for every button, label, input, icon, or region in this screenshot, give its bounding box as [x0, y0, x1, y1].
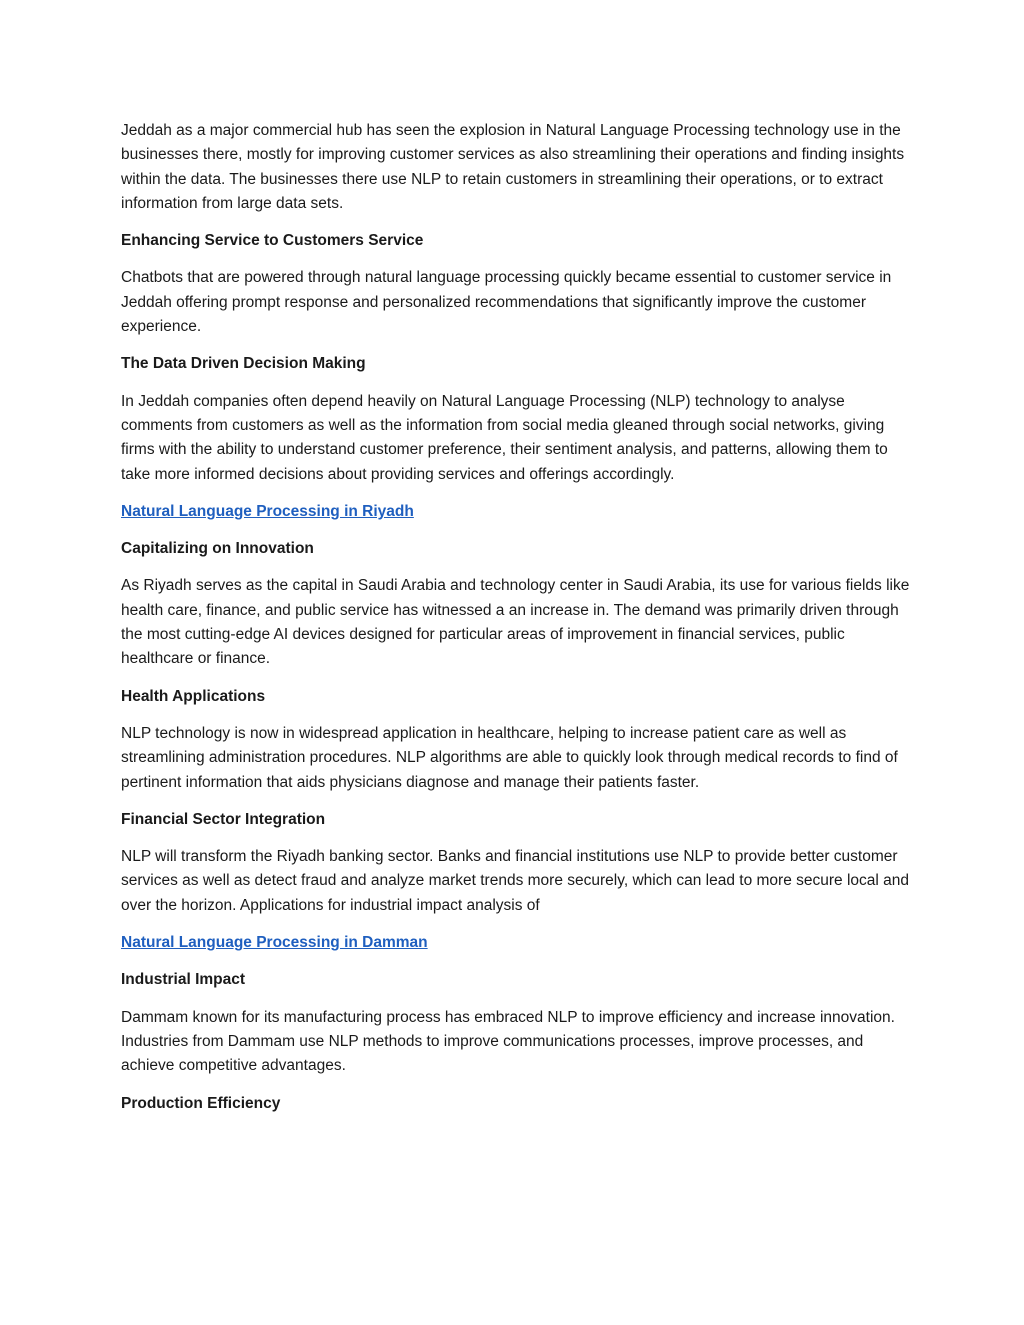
heading-capitalizing: Capitalizing on Innovation — [121, 540, 314, 558]
paragraph-chatbots: Chatbots that are powered through natural language processing quickly became essential to customer service in Jeddah offering prompt response and personalized recommendations that significantly improve the customer experience. — [121, 269, 892, 336]
heading-financial: Financial Sector Integration — [121, 810, 326, 828]
paragraph-riyadh: As Riyadh serves as the capital in Saudi Arabia and technology center in Saudi Arabia, its use for various fields like health care, finance, and public service has witnessed a an increase in. The demand was primarily driven through the most cutting-edge AI devices designed for particular areas of improvement in financial services, public healthcare or finance. — [121, 577, 910, 668]
link-nlp-riyadh[interactable]: Natural Language Processing in Riyadh — [121, 502, 414, 520]
heading-health: Health Applications — [121, 687, 266, 705]
heading-production: Production Efficiency — [121, 1094, 281, 1112]
heading-industrial: Industrial Impact — [121, 971, 246, 989]
heading-enhancing-service: Enhancing Service to Customers Service — [121, 232, 424, 250]
document-body — [121, 119, 911, 1129]
paragraph-dammam: Dammam known for its manufacturing process has embraced NLP to improve efficiency and increase innovation. Industries from Dammam use NLP methods to improve communications processes, improve processes, and achieve competitive advantages. — [121, 1008, 895, 1075]
intro-paragraph: Jeddah as a major commercial hub has seen the explosion in Natural Language Processing technology use in the businesses there, mostly for improving customer services as also streamlining their operations and finding insights within the data. The businesses there use NLP to retain customers in streamlining their operations, or to extract information from large data sets. — [121, 122, 905, 212]
paragraph-health: NLP technology is now in widespread application in healthcare, helping to increase patient care as well as streamlining administration procedures. NLP algorithms are able to quickly look through medical records to find of pertinent information that aids physicians diagnose and manage their patients faster. — [121, 724, 898, 791]
link-nlp-damman[interactable]: Natural Language Processing in Damman — [121, 934, 428, 952]
heading-data-driven: The Data Driven Decision Making — [121, 355, 366, 373]
paragraph-data-driven: In Jeddah companies often depend heavily on Natural Language Processing (NLP) technology to analyse comments from customers as well as the information from social media gleaned through social networks, giving firms with the ability to understand customer preference, their sentiment analysis, and patterns, allowing them to take more informed decisions about providing services and offerings accordingly. — [121, 392, 888, 483]
paragraph-financial: NLP will transform the Riyadh banking sector. Banks and financial institutions use NLP to provide better customer services as well as detect fraud and analyze market trends more securely, which can lead to more secure local and over the horizon. Applications for industrial impact analysis of — [121, 848, 910, 914]
